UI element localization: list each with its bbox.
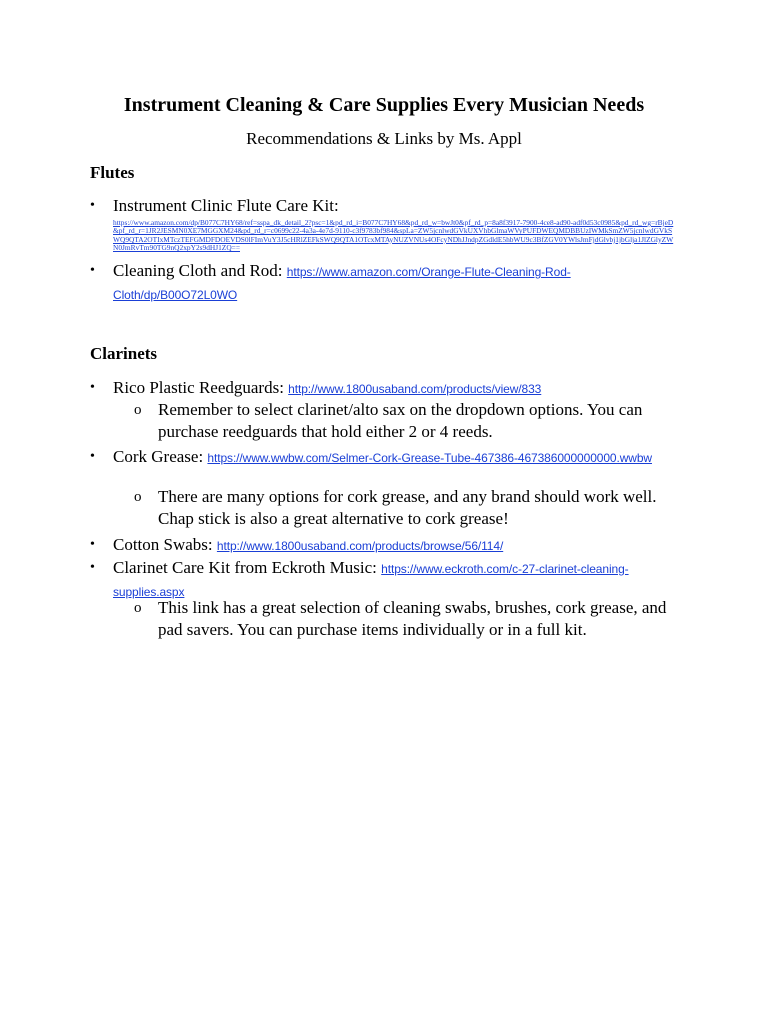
item-label: Instrument Clinic Flute Care Kit:	[113, 196, 339, 215]
cotton-swabs-link[interactable]: http://www.1800usaband.com/products/browse/56/114/	[216, 539, 504, 553]
item-label: Rico Plastic Reedguards:	[113, 378, 284, 397]
clarinets-heading: Clarinets	[90, 344, 158, 363]
cleaning-cloth-rod-link[interactable]: https://www.amazon.com/Orange-Flute-Cleaning-Rod-Cloth/dp/B00O72L0WO	[113, 265, 571, 302]
note-text: This link has a great selection of cleaning swabs, brushes, cork grease, and pad savers. You can purchase items individually or in a full kit.	[158, 598, 667, 639]
cork-grease-link[interactable]: https://www.wwbw.com/Selmer-Cork-Grease-Tube-467386-467386000000000.wwbw	[207, 451, 652, 465]
bullet-icon: •	[90, 198, 95, 213]
bullet-icon: •	[90, 537, 95, 552]
circle-bullet-icon: o	[134, 600, 142, 616]
flutes-heading: Flutes	[90, 163, 135, 182]
clarinet-care-kit-link[interactable]: https://www.eckroth.com/c-27-clarinet-cleaning-supplies.aspx	[113, 562, 629, 599]
bullet-icon: •	[90, 449, 95, 464]
item-label: Cotton Swabs:	[113, 535, 213, 554]
item-label: Cleaning Cloth and Rod:	[113, 261, 283, 280]
document-subtitle: Recommendations & Links by Ms. Appl	[246, 129, 522, 148]
document-title: Instrument Cleaning & Care Supplies Every Musician Needs	[123, 94, 645, 116]
bullet-icon: •	[90, 560, 95, 575]
bullet-icon: •	[90, 263, 95, 278]
flute-care-kit-link[interactable]: https://www.amazon.com/dp/B077C7HY68/ref=sspa_dk_detail_2?psc=1&pd_rd_i=B077C7HY68&pd_rd_w=bwJt0&pf_rd_p=8a8f3917-7900-4ce8-ad90-adf0d53c0985&pd_rd_wg=rBjeD&pf_rd_r=1JR2JESMN0XE7MGGXM24&pd_rd_r=c0699c22-4a3a-4e7d-9110-c3f9783bf984&spLa=ZW5jcnlwdGVkUXVhbGlmaWVyPUFDWEQMDBBUzIWMkSmZW5jcnlwdGVkSWQ9QTA2OTIxMTczTEFGMDFDOEVDS0lFImVuY3J5cHRlZEFkSWQ9QTA1OTcxMTAyNUZVNUs4OFcyNDhJJndpZGdldE5hbWU9c3BfZGV0YWlsJmFjdGlvbj1jbGlja1JlZGlyZWN0JmRvTm90TG9nQ2xpY2s9dHJ1ZQ==	[113, 218, 674, 253]
item-label: Cork Grease:	[113, 447, 204, 466]
circle-bullet-icon: o	[134, 489, 142, 505]
item-label: Clarinet Care Kit from Eckroth Music:	[113, 558, 377, 577]
note-text: Remember to select clarinet/alto sax on the dropdown options. You can purchase reedguards that hold either 2 or 4 reeds.	[158, 400, 643, 441]
reedguards-link[interactable]: http://www.1800usaband.com/products/view/833	[288, 382, 542, 396]
circle-bullet-icon: o	[134, 402, 142, 418]
bullet-icon: •	[90, 380, 95, 395]
note-text: There are many options for cork grease, and any brand should work well. Chap stick is also a great alternative to cork grease!	[158, 487, 657, 528]
